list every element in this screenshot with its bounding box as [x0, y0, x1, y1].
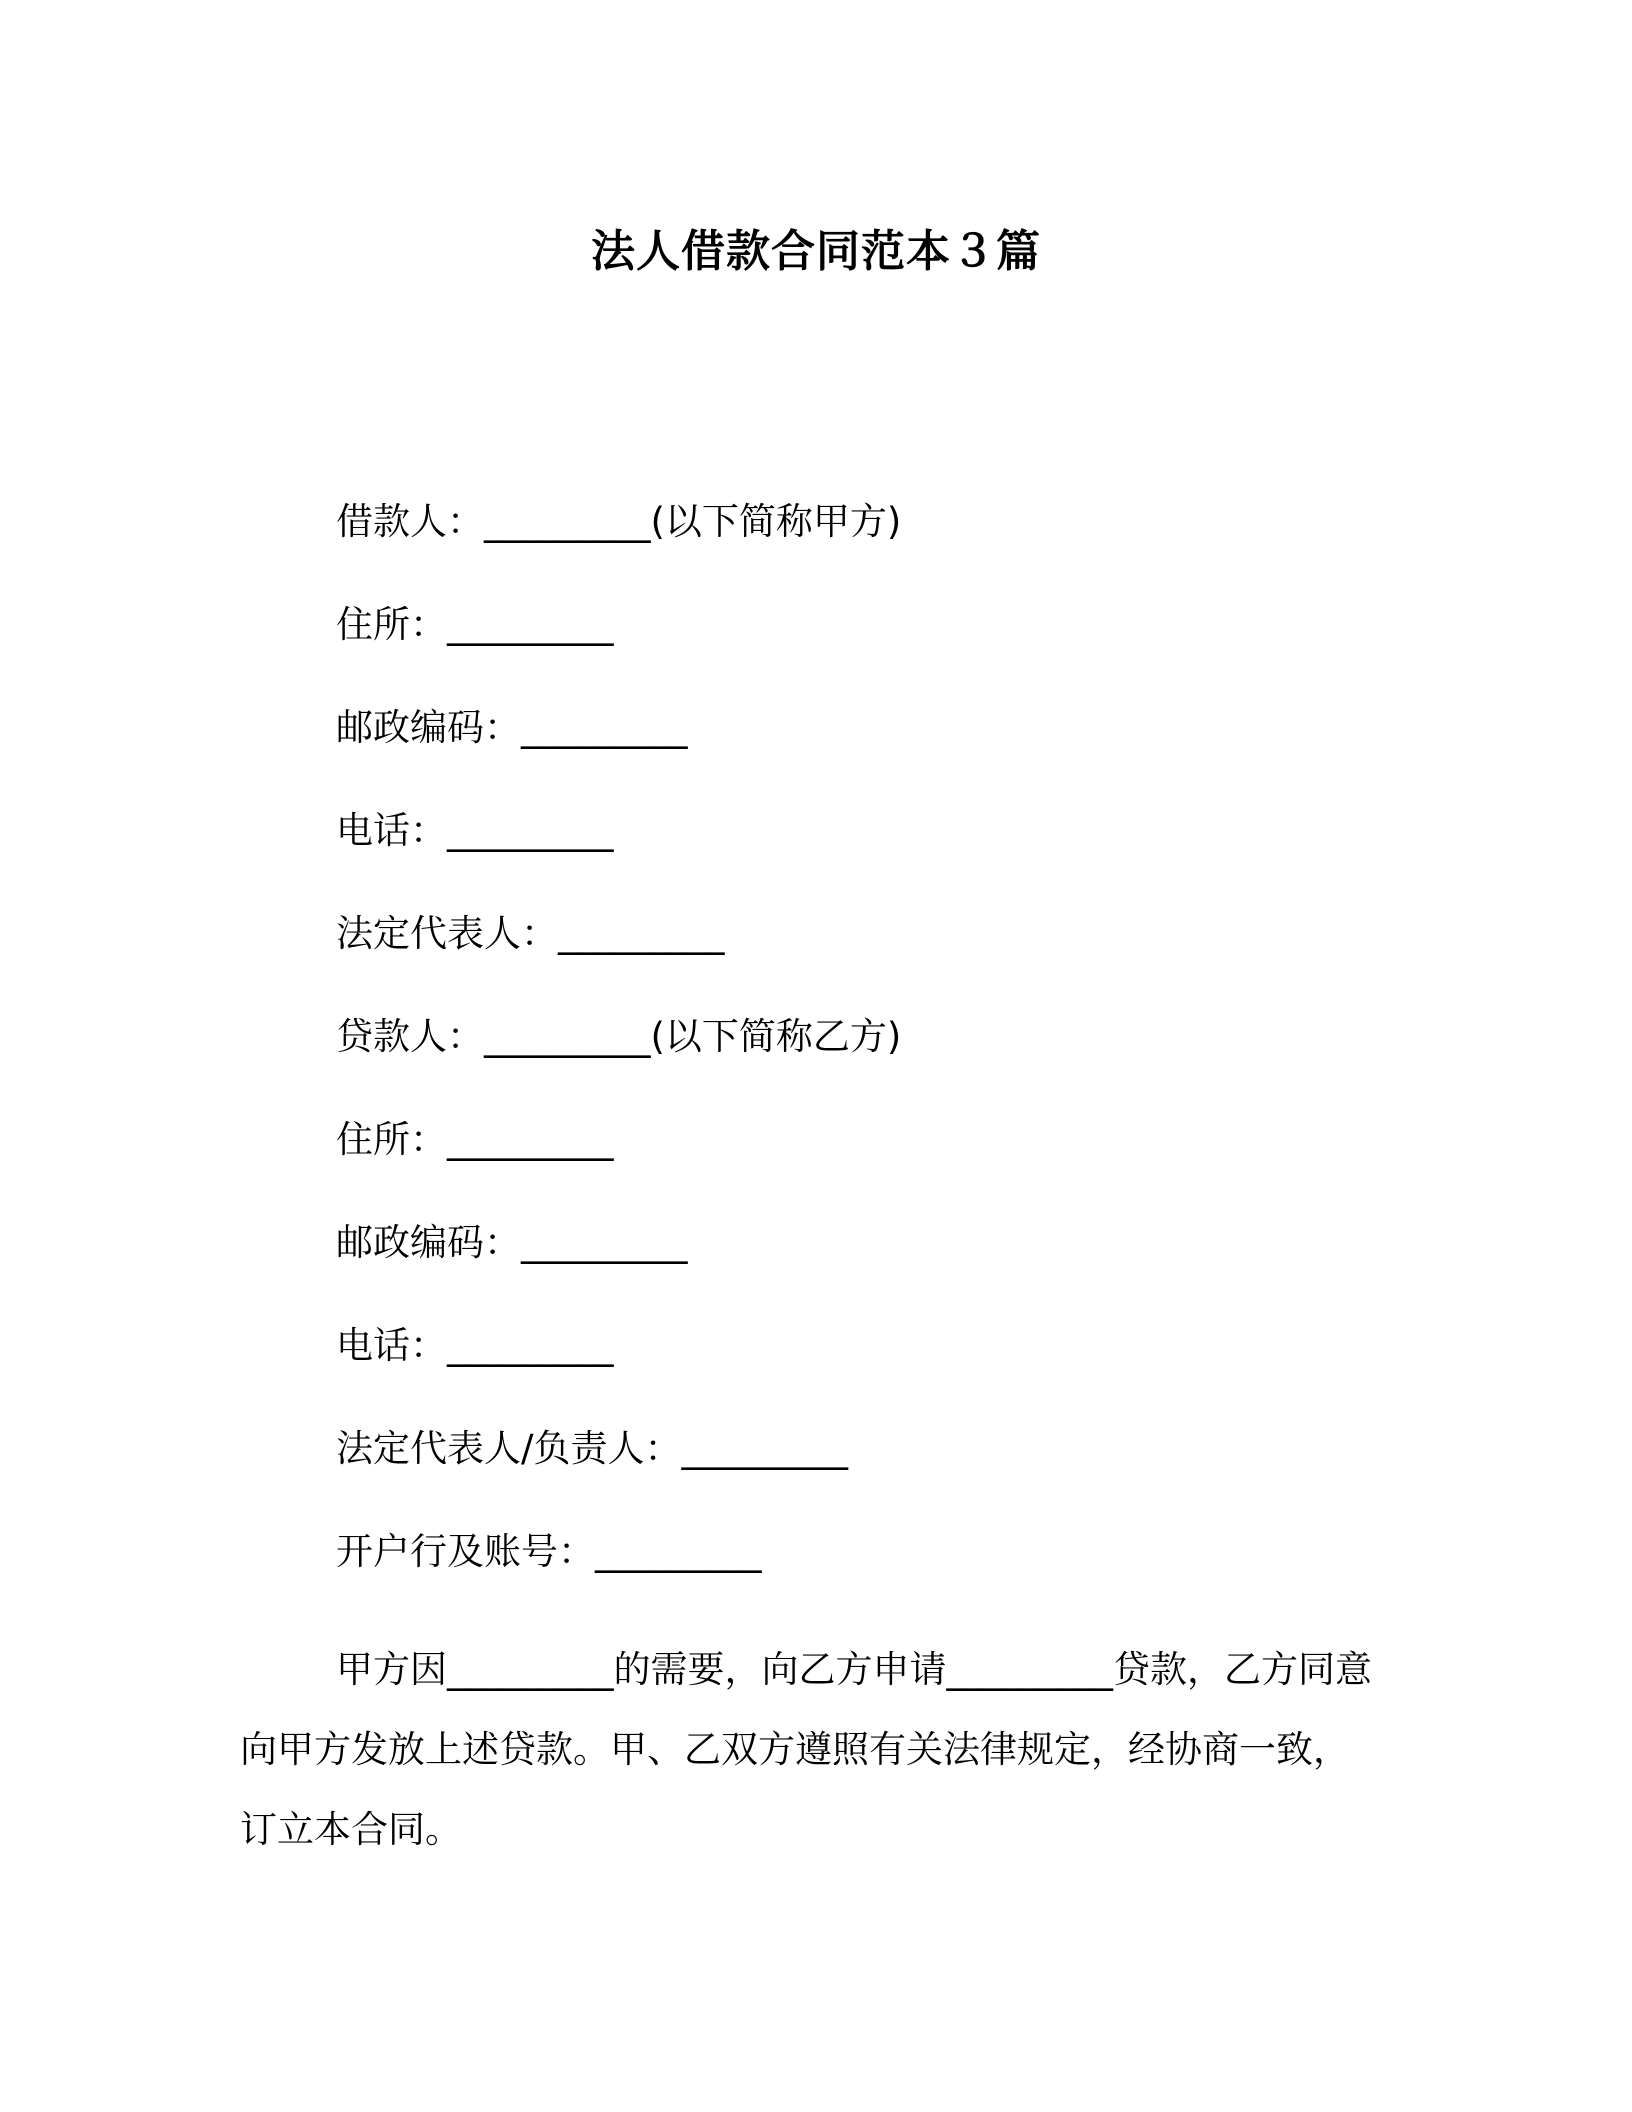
contract-intro-paragraph: 甲方因_________的需要，向乙方申请_________贷款，乙方同意向甲方发放上述贷款。甲、乙双方遵照有关法律规定，经协商一致，订立本合同。: [240, 1648, 1372, 1851]
borrower-field: 借款人：_________(以下简称甲方): [336, 500, 902, 543]
document-title: 法人借款合同范本３篇: [591, 226, 1041, 277]
lender-field: 贷款人：_________(以下简称乙方): [336, 1015, 902, 1058]
borrower-postcode-field: 邮政编码：_________: [336, 706, 688, 749]
borrower-address-field: 住所：_________: [336, 603, 614, 646]
lender-phone-field: 电话：_________: [336, 1324, 614, 1367]
borrower-phone-field: 电话：_________: [336, 809, 614, 852]
borrower-legal-rep-field: 法定代表人：_________: [336, 912, 725, 955]
bank-account-field: 开户行及账号：_________: [336, 1530, 762, 1573]
lender-postcode-field: 邮政编码：_________: [336, 1221, 688, 1264]
lender-address-field: 住所：_________: [336, 1118, 614, 1161]
lender-legal-rep-field: 法定代表人/负责人：_________: [336, 1427, 848, 1470]
